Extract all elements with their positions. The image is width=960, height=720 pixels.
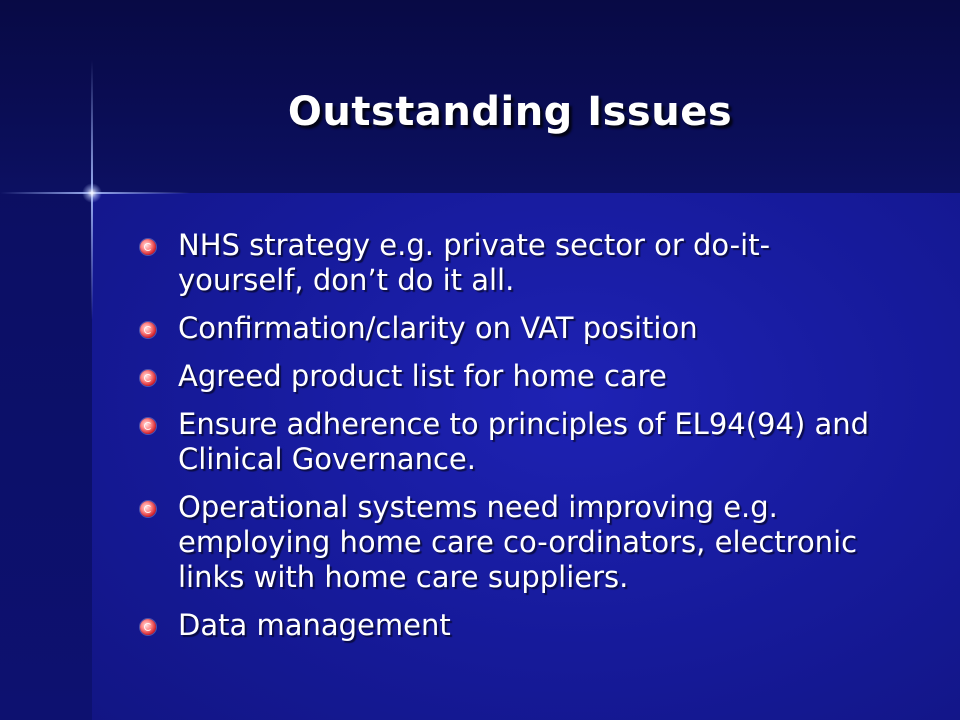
light-flare-icon: [82, 183, 102, 203]
red-swirl-bullet-icon: [140, 501, 156, 517]
red-swirl-bullet-icon: [140, 418, 156, 434]
bullet-item: [140, 407, 880, 477]
red-swirl-bullet-icon: [140, 370, 156, 386]
slide-title: Outstanding Issues: [287, 89, 733, 135]
red-swirl-bullet-icon: [140, 322, 156, 338]
red-swirl-bullet-icon: [140, 239, 156, 255]
bullet-text: Data management: [178, 608, 451, 642]
bullet-text: Ensure adherence to principles of EL94(94) and Clinical Governance.: [178, 407, 870, 476]
red-swirl-bullet-icon: [140, 619, 156, 635]
bullet-text: Operational systems need improving e.g. employing home care co-ordinators, electronic links with home care suppliers.: [178, 490, 858, 594]
bullet-item: [140, 490, 880, 595]
bullet-text: Confirmation/clarity on VAT position: [178, 311, 698, 345]
bullet-item: [140, 228, 880, 298]
bullet-item: [140, 608, 880, 643]
bullet-text: Agreed product list for home care: [178, 359, 667, 393]
bullet-item: [140, 311, 880, 346]
bullet-text: NHS strategy e.g. private sector or do-it-yourself, don’t do it all.: [178, 228, 771, 297]
bullet-list: [140, 228, 880, 656]
bullet-item: [140, 359, 880, 394]
